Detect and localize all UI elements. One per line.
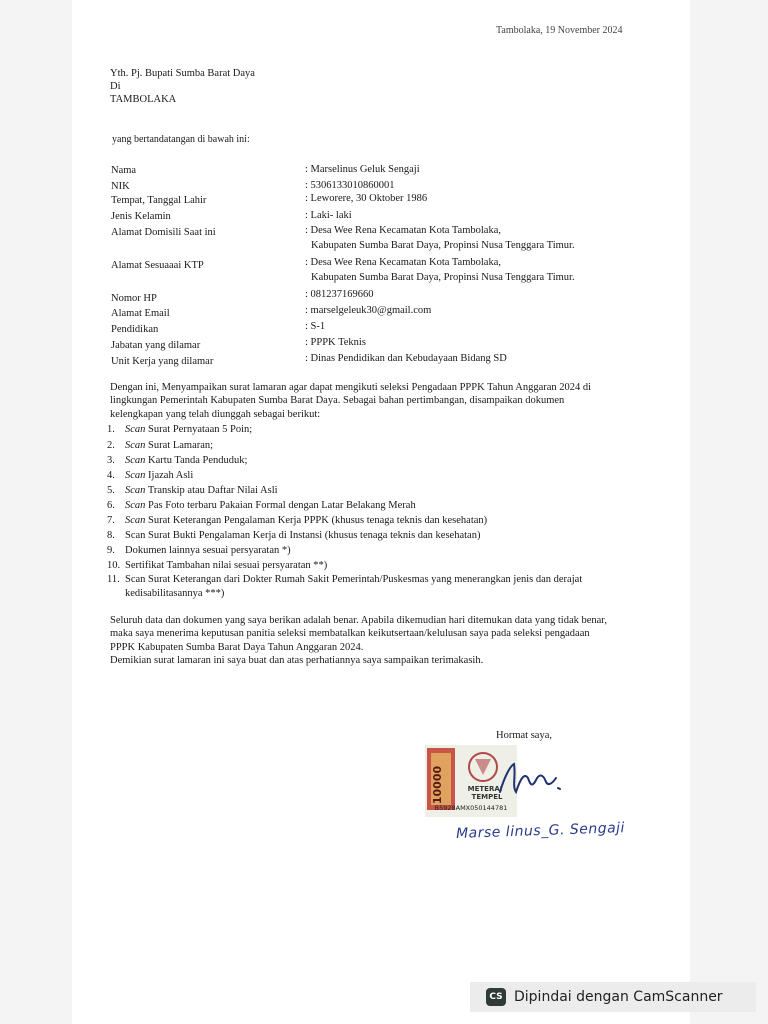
closing-salutation: Hormat saya,	[496, 730, 552, 741]
field-label-gender: Jenis Kelamin	[111, 211, 171, 222]
field-label-ttl: Tempat, Tanggal Lahir	[111, 195, 207, 206]
field-value-unit: : Dinas Pendidikan dan Kebudayaan Bidang SD	[305, 353, 507, 364]
list-item: 6. Scan Pas Foto terbaru Pakaian Formal dengan Latar Belakang Merah	[107, 500, 416, 511]
closing-line: PPPK Kabupaten Sumba Barat Daya Tahun Anggaran 2024.	[110, 641, 364, 653]
camscanner-label: Dipindai dengan CamScanner	[514, 989, 723, 1005]
body-line: kelengkapan yang telah diunggah sebagai berikut:	[110, 408, 321, 420]
field-label-email: Alamat Email	[111, 308, 170, 319]
list-item-continuation: kedisabilitasannya ***)	[125, 588, 225, 599]
letter-page	[72, 0, 690, 1024]
stamp-label-2: TEMPEL	[471, 793, 503, 801]
field-label-jabatan: Jabatan yang dilamar	[111, 340, 201, 351]
field-label-ktp: Alamat Sesuaaai KTP	[111, 260, 204, 271]
closing-paragraph	[110, 614, 658, 667]
list-item: 9. Dokumen lainnya sesuai persyaratan *)	[107, 545, 291, 556]
closing-line: Demikian surat lamaran ini saya buat dan atas perhatiannya saya sampaikan terimakasih.	[110, 654, 484, 666]
list-item: 8. Scan Surat Bukti Pengalaman Kerja di Instansi (khusus tenaga teknis dan kesehatan)	[107, 530, 481, 541]
field-label-nama: Nama	[111, 165, 137, 176]
field-label-unit: Unit Kerja yang dilamar	[111, 356, 214, 367]
stamp-label-1: METERAI	[467, 785, 503, 793]
body-line: Dengan ini, Menyampaikan surat lamaran agar dapat mengikuti seleksi Pengadaan PPPK Tahun Anggaran 2024 di	[110, 382, 592, 393]
camscanner-watermark	[470, 982, 756, 1012]
field-value-nama: : Marselinus Geluk Sengaji	[305, 164, 420, 175]
recipient-line-3: TAMBOLAKA	[110, 94, 177, 105]
recipient-line-2: Di	[110, 81, 121, 92]
stamp-code: B5928AMX050144781	[434, 804, 508, 812]
field-value-ttl: : Leworere, 30 Oktober 1986	[305, 193, 428, 204]
camscanner-logo-icon: CS	[486, 988, 506, 1006]
list-item: 1. Scan Surat Pernyataan 5 Poin;	[107, 424, 253, 435]
list-item: 4. Scan Ijazah Asli	[107, 470, 194, 481]
field-label-domisili: Alamat Domisili Saat ini	[111, 227, 216, 238]
body-paragraph	[110, 381, 658, 421]
list-item: 5. Scan Transkip atau Daftar Nilai Asli	[107, 485, 278, 496]
recipient-line-1: Yth. Pj. Bupati Sumba Barat Daya	[110, 68, 255, 79]
list-item: 10. Sertifikat Tambahan nilai sesuai persyaratan **)	[107, 560, 328, 571]
signature-scribble	[486, 758, 576, 798]
stamp-value: 10000	[431, 765, 444, 805]
letter-date: Tambolaka, 19 November 2024	[496, 25, 623, 36]
list-item: 3. Scan Kartu Tanda Penduduk;	[107, 455, 248, 466]
field-value-hp: : 081237169660	[305, 289, 374, 300]
handwritten-name: Marse linus_G. Sengaji	[455, 820, 626, 842]
field-value-nik: : 5306133010860001	[305, 180, 395, 191]
field-value-jabatan: : PPPK Teknis	[305, 337, 366, 348]
field-value-email: : marselgeleuk30@gmail.com	[305, 305, 432, 316]
field-value-domisili: : Desa Wee Rena Kecamatan Kota Tambolaka,	[305, 225, 501, 236]
field-label-nik: NIK	[111, 181, 130, 192]
list-item: 7. Scan Surat Keterangan Pengalaman Kerja PPPK (khusus tenaga teknis dan kesehatan)	[107, 515, 488, 526]
field-value-ktp-2: Kabupaten Sumba Barat Daya, Propinsi Nusa Tenggara Timur.	[311, 272, 575, 283]
field-value-pendidikan: : S-1	[305, 321, 326, 332]
field-value-domisili-2: Kabupaten Sumba Barat Daya, Propinsi Nusa Tenggara Timur.	[311, 240, 575, 251]
field-value-gender: : Laki- laki	[305, 210, 352, 221]
intro-text: yang bertandatangan di bawah ini:	[112, 134, 250, 145]
list-item: 11. Scan Surat Keterangan dari Dokter Rumah Sakit Pemerintah/Puskesmas yang menerangkan jenis dan derajat kedisabilitasannya ***)	[107, 574, 583, 599]
closing-line: maka saya menerima keputusan panitia seleksi membatalkan keikutsertaan/kelulusan saya pada seleksi pengadaan	[110, 628, 590, 640]
field-value-ktp: : Desa Wee Rena Kecamatan Kota Tambolaka,	[305, 257, 501, 268]
field-label-pendidikan: Pendidikan	[111, 324, 159, 335]
body-line: lingkungan Pemerintah Kabupaten Sumba Barat Daya. Sebagai bahan pertimbangan, disampaikan dokumen	[110, 395, 565, 407]
field-label-hp: Nomor HP	[111, 293, 157, 304]
closing-line: Seluruh data dan dokumen yang saya berikan adalah benar. Apabila dikemudian hari ditemukan data yang tidak benar,	[110, 615, 607, 626]
list-item: 2. Scan Surat Lamaran;	[107, 440, 214, 451]
